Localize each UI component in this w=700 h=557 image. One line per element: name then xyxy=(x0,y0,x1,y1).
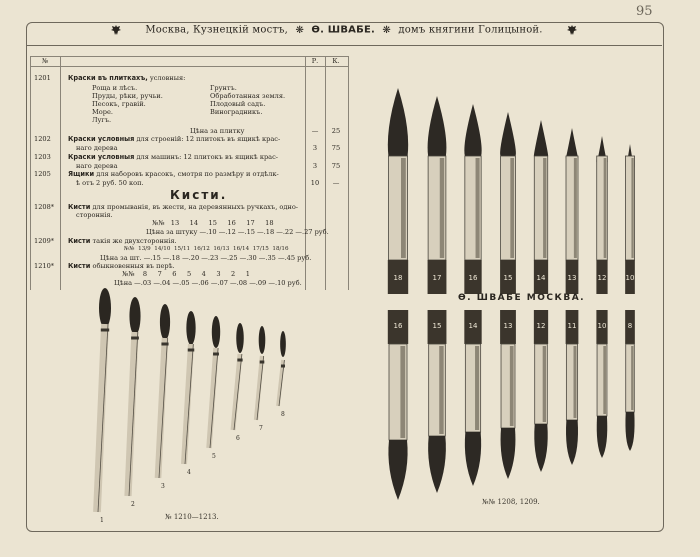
brush-tip xyxy=(501,428,516,479)
small-brush xyxy=(97,288,111,524)
brush-tip xyxy=(597,416,608,458)
row-number: 1210* xyxy=(34,262,55,270)
big-brush xyxy=(625,144,635,451)
brush-size-label: 10 xyxy=(625,274,635,282)
row-price-k: 75 xyxy=(331,162,341,170)
brush-tip xyxy=(99,288,111,328)
small-brush xyxy=(256,326,265,432)
brand-stamp: Ө. ШВАБЕ МОСКВА. xyxy=(458,293,586,303)
brush-tip xyxy=(500,112,516,156)
left-caption: № 1210—1213. xyxy=(165,513,219,521)
row-description: Кисти обыкновенныя въ перѣ. xyxy=(68,262,175,270)
brush-size-label: 13 xyxy=(503,322,513,330)
small-brush-label: 3 xyxy=(161,483,165,490)
brush-size-label: 15 xyxy=(432,322,442,330)
brush-quill xyxy=(209,348,216,448)
small-brush xyxy=(158,304,170,490)
row-number: 1203 xyxy=(34,153,51,161)
brush-size-label: 12 xyxy=(597,274,607,282)
row-description-cont: наго дерева xyxy=(76,162,118,170)
big-brush xyxy=(428,96,447,493)
brush-quill xyxy=(256,356,262,420)
brush-quill xyxy=(233,354,240,430)
column-k-header: К. xyxy=(332,57,340,65)
brush-size-label: 12 xyxy=(536,322,546,330)
row-number: 1209* xyxy=(34,237,55,245)
brush-quill xyxy=(97,324,105,512)
row-description: Ящики для наборовъ красокъ, смотря по размѣру и отдѣлк- xyxy=(68,170,279,178)
brush-tip xyxy=(566,128,579,159)
brush-tip xyxy=(129,297,140,335)
tile-price-k: 25 xyxy=(331,127,341,135)
small-brush-label: 1 xyxy=(100,517,104,524)
terrain-list-right: Грунтъ. Обработанная земля. Плодовый садъ. Виноградникъ. xyxy=(210,84,286,116)
row-description-cont: ѣ отъ 2 руб. 50 коп. xyxy=(76,179,144,187)
row-number: 1201 xyxy=(34,74,51,82)
row-description-cont: стороннія. xyxy=(76,211,113,219)
brush-quill xyxy=(128,332,135,496)
row-description: Краски условныя для машинъ: 12 плитокъ въ ящикѣ крас- xyxy=(68,153,279,161)
small-brush-label: 8 xyxy=(281,411,285,418)
small-brush xyxy=(209,316,220,460)
brush-size-label: 8 xyxy=(627,322,633,330)
row-description-cont: наго дерева xyxy=(76,144,118,152)
row-number: 1202 xyxy=(34,135,51,143)
small-brush xyxy=(128,297,141,508)
small-brush xyxy=(184,311,196,476)
brush-tip xyxy=(280,331,286,357)
brush-tip xyxy=(186,311,195,345)
row-description: Краски въ плиткахъ, условныя: xyxy=(68,74,186,82)
small-brushes-group xyxy=(97,288,286,524)
row-price-k: — xyxy=(332,179,340,187)
brush-tip xyxy=(625,412,634,451)
brush-tip xyxy=(259,326,266,354)
sizes-1208: №№ 13 14 15 16 17 18 xyxy=(152,219,274,227)
small-brush-label: 4 xyxy=(187,469,191,476)
brushes-heading: Кисти. xyxy=(170,188,228,202)
right-caption: №№ 1208, 1209. xyxy=(482,498,540,506)
brush-tip xyxy=(428,96,447,156)
brush-size-label: 17 xyxy=(432,274,442,282)
brush-quill xyxy=(158,338,165,478)
column-no-header: № xyxy=(41,57,49,65)
brush-size-label: 15 xyxy=(503,274,513,282)
small-brush-label: 2 xyxy=(131,501,135,508)
brush-tip xyxy=(465,432,481,486)
brush-tip xyxy=(428,436,446,493)
sizes-1210: №№ 8 7 6 5 4 3 2 1 xyxy=(122,270,250,278)
row-description: Кисти такія же двухстороннія. xyxy=(68,237,177,245)
brush-size-label: 13 xyxy=(567,274,577,282)
brush-size-label: 16 xyxy=(468,274,478,282)
small-brush-label: 6 xyxy=(236,435,240,442)
small-brush xyxy=(278,331,286,418)
header-brand: Ө. ШВАБЕ. xyxy=(311,24,375,36)
small-brush-label: 5 xyxy=(212,453,216,460)
brush-size-label: 14 xyxy=(468,322,478,330)
price-1208: Цѣна за штуку —.10 —.12 —.15 —.18 —.22 —.27 руб. xyxy=(146,228,329,236)
column-r-header: Р. xyxy=(311,57,319,65)
row-price-r: 10 xyxy=(310,179,320,187)
brush-size-label: 16 xyxy=(393,322,403,330)
brush-tip xyxy=(388,440,407,500)
row-number: 1208* xyxy=(34,203,55,211)
brush-tip xyxy=(534,120,548,156)
price-1209: Цѣна за шт. —.15 —.18 —.20 —.23 —.25 —.30 —.35 —.45 руб. xyxy=(100,254,312,262)
row-price-r: 3 xyxy=(312,162,318,170)
brush-tip xyxy=(236,323,244,353)
brush-tip xyxy=(388,88,408,156)
brush-size-label: 11 xyxy=(567,322,577,330)
brush-tip xyxy=(212,316,220,348)
terrain-list-left: Роща и лѣсъ. Пруды, рѣки, ручьи. Песокъ, гравій. Море. Лугъ. xyxy=(92,84,163,124)
small-brush-label: 7 xyxy=(259,425,263,432)
tile-price-label: Цѣна за плитку xyxy=(190,127,245,135)
big-brush xyxy=(596,136,607,458)
row-description: Краски условныя для строеній: 12 плитокъ въ ящикѣ крас- xyxy=(68,135,281,143)
row-price-r: 3 xyxy=(312,144,318,152)
header-building: домъ княгини Голицыной. xyxy=(398,24,543,36)
brush-tip xyxy=(566,420,578,465)
brush-size-label: 18 xyxy=(393,274,403,282)
brush-tip xyxy=(160,304,170,340)
page-number: 95 xyxy=(636,4,653,19)
row-description: Кисти для промыванія, въ жести, на деревянныхъ ручкахъ, одно- xyxy=(68,203,299,211)
small-brush xyxy=(233,323,244,442)
row-number: 1205 xyxy=(34,170,51,178)
brush-quill xyxy=(184,344,191,464)
brush-size-label: 10 xyxy=(597,322,607,330)
tile-price-r: — xyxy=(311,127,319,135)
price-1210: Цѣна —.03 —.04 —.05 —.06 —.07 —.08 —.09 —.10 руб. xyxy=(114,279,302,287)
brush-size-label: 14 xyxy=(536,274,546,282)
row-price-k: 75 xyxy=(331,144,341,152)
sizes-1209: №№ 13/9 14/10 15/11 16/12 16/13 16/14 17/15 18/16 xyxy=(124,246,289,252)
catalog-header: Москва, Кузнецкiй мостъ, ❋ Ө. ШВАБЕ. ❋ домъ княгини Голицыной. xyxy=(26,24,662,44)
big-brush xyxy=(388,88,408,500)
brush-tip xyxy=(464,104,481,156)
brush-tip xyxy=(534,424,547,472)
header-address: Москва, Кузнецкiй мостъ, xyxy=(145,24,289,36)
